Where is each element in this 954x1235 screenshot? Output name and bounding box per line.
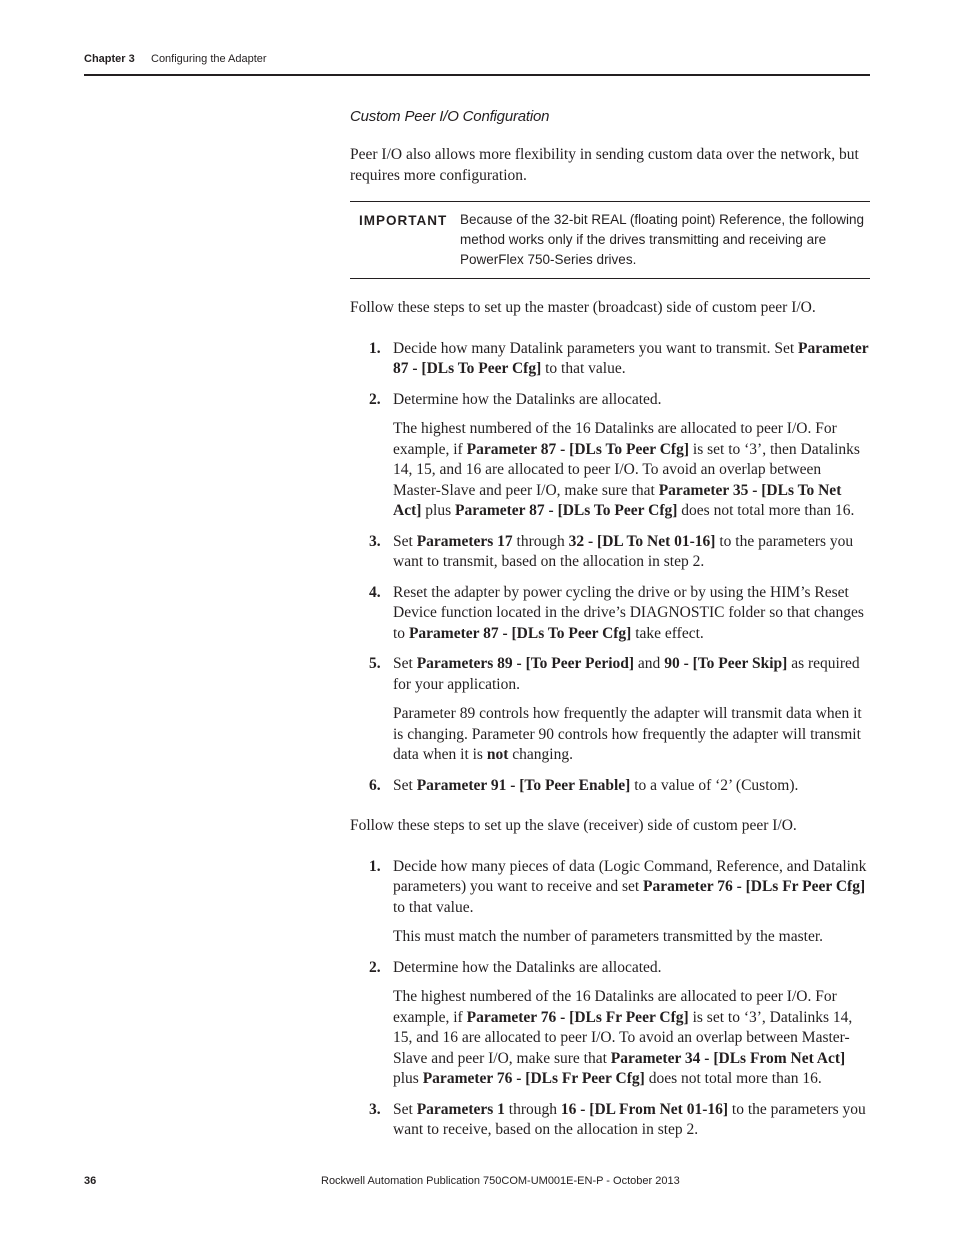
parameter-reference: 32 - [DL To Net 01-16]	[568, 532, 716, 550]
page-number: 36	[84, 1175, 97, 1187]
parameter-reference: Parameter 87 - [DLs To Peer Cfg]	[408, 624, 632, 642]
parameter-reference: Parameter 76 - [DLs Fr Peer Cfg]	[422, 1070, 645, 1087]
parameter-reference: Parameter 87 - [DLs To Peer Cfg]	[466, 440, 690, 458]
step-text: The highest numbered of the 16 Datalinks are allocated to peer I/O. For example, if Parameter 87 - [DLs To Peer Cfg] is set to ‘3’, then Datalinks 14, 15, and 16 are allocated to peer I/O. To avoid an overlap between Master-Slave and peer I/O, make sure that Parameter 35 - [DLs To Net Act] plus Parameter 87 - [DLs To Peer Cfg] does not total more than 16.	[393, 420, 860, 519]
slave-step-2	[350, 958, 870, 1090]
master-step-4	[350, 583, 870, 645]
slave-step-3	[350, 1100, 870, 1141]
parameter-reference: not	[486, 746, 509, 763]
step-number: 1.	[369, 857, 381, 875]
slave-step-1	[350, 857, 870, 948]
master-step-1	[350, 339, 870, 380]
master-steps-list	[350, 339, 870, 797]
publication-info: Rockwell Automation Publication 750COM-UM001E-EN-P - October 2013	[321, 1175, 680, 1187]
important-callout	[350, 201, 870, 279]
main-content	[350, 108, 870, 1151]
step-number: 4.	[369, 583, 381, 601]
step-text: Decide how many Datalink parameters you want to transmit. Set Parameter 87 - [DLs To Peer Cfg] to that value.	[393, 339, 869, 377]
master-lead: Follow these steps to set up the master (broadcast) side of custom peer I/O.	[350, 299, 816, 316]
step-number: 1.	[369, 339, 381, 357]
step-text: The highest numbered of the 16 Datalinks are allocated to peer I/O. For example, if Parameter 76 - [DLs Fr Peer Cfg] is set to ‘3’, Datalinks 14, 15, and 16 are allocated to peer I/O. To avoid an overlap between Master-Slave and peer I/O, make sure that Parameter 34 - [DLs From Net Act] plus Parameter 76 - [DLs Fr Peer Cfg] does not total more than 16.	[393, 988, 853, 1087]
step-text: Determine how the Datalinks are allocated.	[393, 958, 662, 976]
parameter-reference: Parameter 35 - [DLs To Net Act]	[393, 481, 842, 519]
step-text: Determine how the Datalinks are allocated.	[393, 390, 662, 408]
parameter-reference: Parameter 76 - [DLs Fr Peer Cfg]	[643, 878, 866, 895]
step-text: Set Parameters 1 through 16 - [DL From Net 01-16] to the parameters you want to receive, based on the allocation in step 2.	[393, 1100, 866, 1138]
important-label: IMPORTANT	[359, 213, 448, 228]
step-text: Set Parameter 91 - [To Peer Enable] to a value of ‘2’ (Custom).	[393, 776, 799, 794]
important-text: Because of the 32-bit REAL (floating point) Reference, the following method works only if the drives transmitting and receiving are PowerFlex 750-Series drives.	[460, 212, 864, 267]
step-text: Decide how many pieces of data (Logic Command, Reference, and Datalink parameters) you want to receive and set Parameter 76 - [DLs Fr Peer Cfg] to that value.	[393, 857, 867, 916]
step-text: This must match the number of parameters transmitted by the master.	[393, 928, 824, 945]
chapter-label: Chapter 3	[84, 53, 135, 65]
parameter-reference: Parameter 34 - [DLs From Net Act]	[610, 1049, 846, 1067]
step-text: Reset the adapter by power cycling the drive or by using the HIM’s Reset Device function located in the drive’s DIAGNOSTIC folder so that changes to Parameter 87 - [DLs To Peer Cfg] take effect.	[393, 583, 864, 642]
step-number: 2.	[369, 390, 381, 408]
intro-paragraph: Peer I/O also allows more flexibility in sending custom data over the network, but requires more configuration.	[350, 146, 859, 184]
step-text: Parameter 89 controls how frequently the adapter will transmit data when it is changing. Parameter 90 controls how frequently the adapter will transmit data when it is not changing.	[393, 705, 862, 763]
step-number: 3.	[369, 1100, 381, 1118]
parameter-reference: Parameters 1	[416, 1100, 505, 1118]
master-step-3	[350, 532, 870, 573]
parameter-reference: Parameter 91 - [To Peer Enable]	[416, 776, 631, 794]
step-number: 2.	[369, 958, 381, 976]
parameter-reference: Parameter 76 - [DLs Fr Peer Cfg]	[466, 1008, 689, 1026]
parameter-reference: Parameter 87 - [DLs To Peer Cfg]	[455, 502, 678, 519]
master-step-6	[350, 776, 870, 797]
step-number: 3.	[369, 532, 381, 550]
parameter-reference: Parameter 87 - [DLs To Peer Cfg]	[393, 339, 869, 377]
master-step-5	[350, 654, 870, 766]
step-text: Set Parameters 17 through 32 - [DL To Net 01-16] to the parameters you want to transmit, based on the allocation in step 2.	[393, 532, 854, 570]
slave-lead: Follow these steps to set up the slave (receiver) side of custom peer I/O.	[350, 817, 797, 834]
step-text: Set Parameters 89 - [To Peer Period] and 90 - [To Peer Skip] as required for your application.	[393, 655, 860, 693]
parameter-reference: 90 - [To Peer Skip]	[664, 655, 788, 672]
section-title: Custom Peer I/O Configuration	[350, 108, 550, 125]
parameter-reference: 16 - [DL From Net 01-16]	[560, 1100, 729, 1118]
master-step-2	[350, 390, 870, 522]
parameter-reference: Parameters 89 - [To Peer Period]	[416, 655, 635, 672]
chapter-title: Configuring the Adapter	[151, 53, 267, 65]
parameter-reference: Parameters 17	[416, 532, 513, 550]
step-number: 6.	[369, 776, 381, 794]
slave-steps-list	[350, 857, 870, 1141]
step-number: 5.	[369, 655, 381, 672]
running-header	[84, 53, 870, 65]
header-rule	[84, 74, 870, 76]
